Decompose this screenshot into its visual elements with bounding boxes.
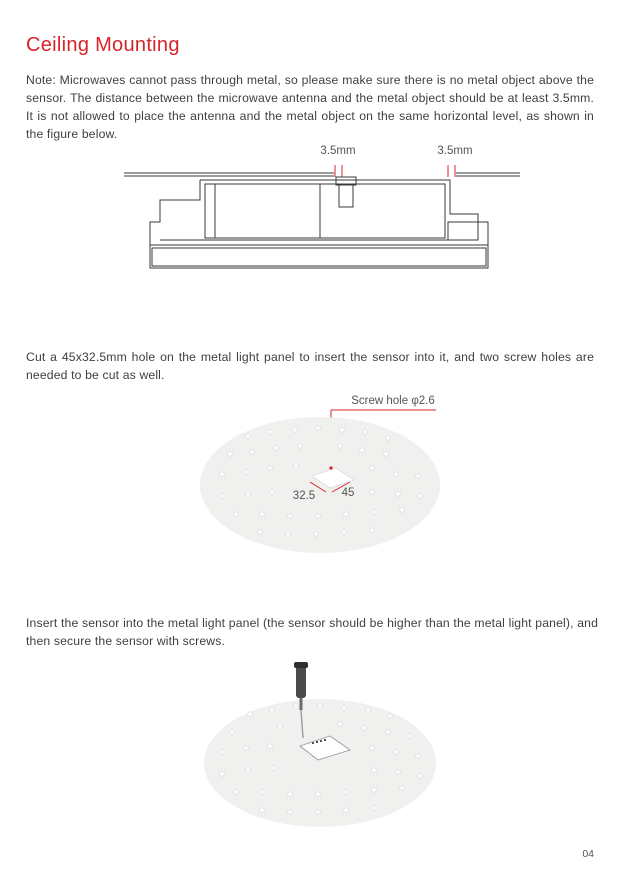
- cut-instruction: Cut a 45x32.5mm hole on the metal light panel to insert the sensor into it, and two screw holes are needed to be cut as well.: [26, 350, 594, 382]
- install-sensor-figure: [0, 658, 620, 830]
- dimension-markers: [335, 165, 455, 177]
- screw-hole-label: Screw hole φ2.6: [351, 395, 435, 407]
- insert-instruction: Insert the sensor into the metal light panel (the sensor should be higher than the metal light panel), and then secure the sensor with screws.: [26, 616, 598, 648]
- page-number: 04: [582, 848, 594, 860]
- page-title: Ceiling Mounting: [26, 34, 180, 56]
- hole-width-label: 45: [341, 487, 355, 499]
- screw-hole-marker: [329, 466, 332, 469]
- light-housing: [150, 177, 488, 268]
- right-dimension-label: 3.5mm: [437, 145, 473, 157]
- hole-height-label: 32.5: [292, 490, 316, 502]
- metal-plate: [124, 173, 520, 176]
- left-dimension-label: 3.5mm: [320, 145, 356, 157]
- cut-hole-figure: [0, 388, 620, 570]
- light-panel: [200, 417, 440, 553]
- cross-section-figure: [0, 140, 620, 280]
- light-panel-installed: [204, 699, 436, 827]
- note-paragraph: Note: Microwaves cannot pass through metal, so please make sure there is no metal object above the sensor. The distance between the microwave antenna and the metal object should be at least 3.5mm. It is not allowed to place the antenna and the metal object on the same horizontal level, as shown in the figure below.: [26, 73, 594, 141]
